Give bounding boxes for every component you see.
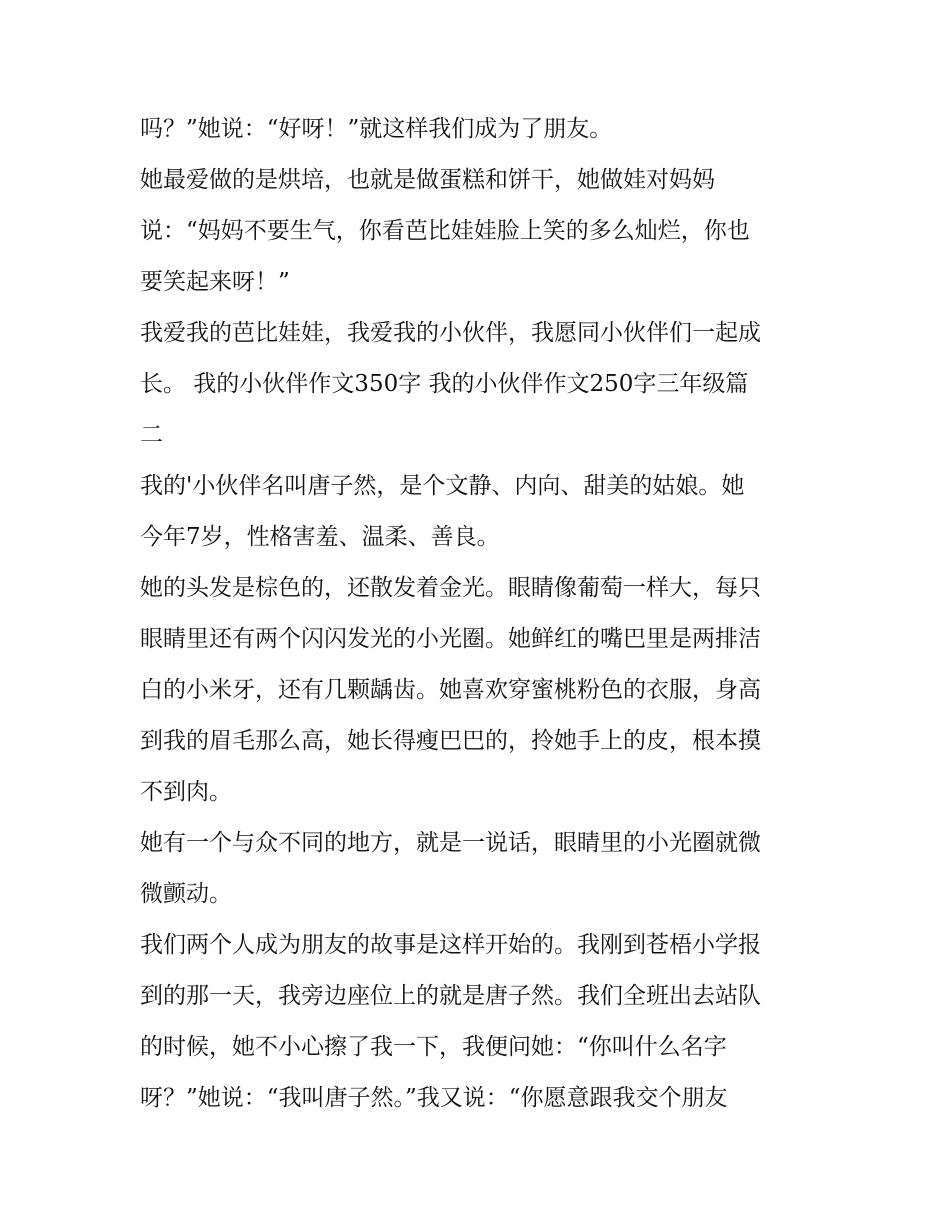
text-line: 我们两个人成为朋友的故事是这样开始的。我刚到苍梧小学报 xyxy=(140,932,761,958)
text-line: 说：“妈妈不要生气，你看芭比娃娃脸上笑的多么灿烂，你也 xyxy=(140,218,750,244)
text-line: 眼睛里还有两个闪闪发光的小光圈。她鲜红的嘴巴里是两排洁 xyxy=(140,626,761,652)
text-line: 到我的眉毛那么高，她长得瘦巴巴的，拎她手上的皮，根本摸 xyxy=(140,728,761,754)
text-line: 到的那一天，我旁边座位上的就是唐子然。我们全班出去站队 xyxy=(140,983,761,1009)
text-line: 二 xyxy=(140,422,163,448)
text-line: 微颤动。 xyxy=(140,881,232,907)
text-line: 我的'小伙伴名叫唐子然，是个文静、内向、甜美的姑娘。她 xyxy=(140,473,745,499)
text-line: 不到肉。 xyxy=(140,779,232,805)
text-line: 白的小米牙，还有几颗龋齿。她喜欢穿蜜桃粉色的衣服，身高 xyxy=(140,677,761,703)
text-line: 吗？”她说：“好呀！”就这样我们成为了朋友。 xyxy=(140,116,613,142)
text-line: 她最爱做的是烘培，也就是做蛋糕和饼干，她做娃对妈妈 xyxy=(140,167,715,193)
text-line: 呀？”她说：“我叫唐子然。”我又说：“你愿意跟我交个朋友 xyxy=(140,1085,728,1111)
text-line: 要笑起来呀！” xyxy=(140,269,290,295)
text-line: 我爱我的芭比娃娃，我爱我的小伙伴，我愿同小伙伴们一起成 xyxy=(140,320,761,346)
text-line: 长。 我的小伙伴作文350字 我的小伙伴作文250字三年级篇 xyxy=(140,371,749,397)
text-line: 的时候，她不小心擦了我一下，我便问她：“你叫什么名字 xyxy=(140,1034,727,1060)
text-line: 她的头发是棕色的，还散发着金光。眼睛像葡萄一样大，每只 xyxy=(140,575,761,601)
text-line: 今年7岁，性格害羞、温柔、善良。 xyxy=(140,524,500,550)
document-body xyxy=(140,104,830,1124)
text-line: 她有一个与众不同的地方，就是一说话，眼睛里的小光圈就微 xyxy=(140,830,761,856)
